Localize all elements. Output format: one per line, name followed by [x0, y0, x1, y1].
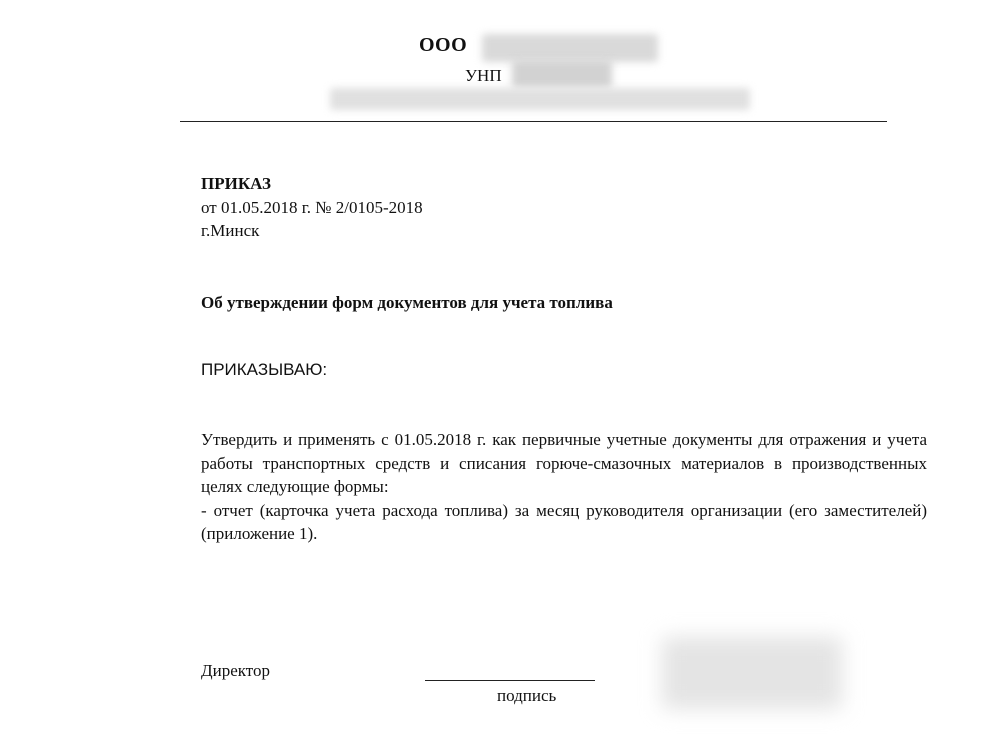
header-divider: [180, 121, 887, 122]
body-list-item: [201, 499, 927, 546]
redacted-organization-name: [482, 34, 658, 62]
document-date-number: от 01.05.2018 г. № 2/0105-2018: [201, 198, 423, 217]
document-city: г.Минск: [201, 221, 260, 240]
unp-label: УНП: [465, 66, 502, 85]
redacted-director-name: [662, 637, 842, 709]
directive-heading: ПРИКАЗЫВАЮ:: [201, 360, 328, 379]
redacted-address: [330, 88, 750, 110]
signature-caption: подпись: [497, 686, 557, 705]
body-list-item-text: - отчет (карточка учета расхода топлива) за месяц руководителя организации (его заместителей) (приложение 1).: [201, 500, 927, 543]
body-paragraph-text: Утвердить и применять с 01.05.2018 г. как первичные учетные документы для отражения и учета работы транспортных средств и списания горюче-смазочных материалов в производственных целях следующие формы:: [201, 430, 927, 496]
body-paragraph: [201, 428, 927, 499]
redacted-unp-number: [512, 60, 612, 88]
document-body: [201, 428, 927, 546]
document-title: ПРИКАЗ: [201, 174, 271, 193]
organization-name: ООО: [419, 34, 468, 56]
document-subject: Об утверждении форм документов для учета топлива: [201, 293, 613, 312]
signature-line: [425, 680, 595, 681]
signature-position: Директор: [201, 661, 270, 680]
